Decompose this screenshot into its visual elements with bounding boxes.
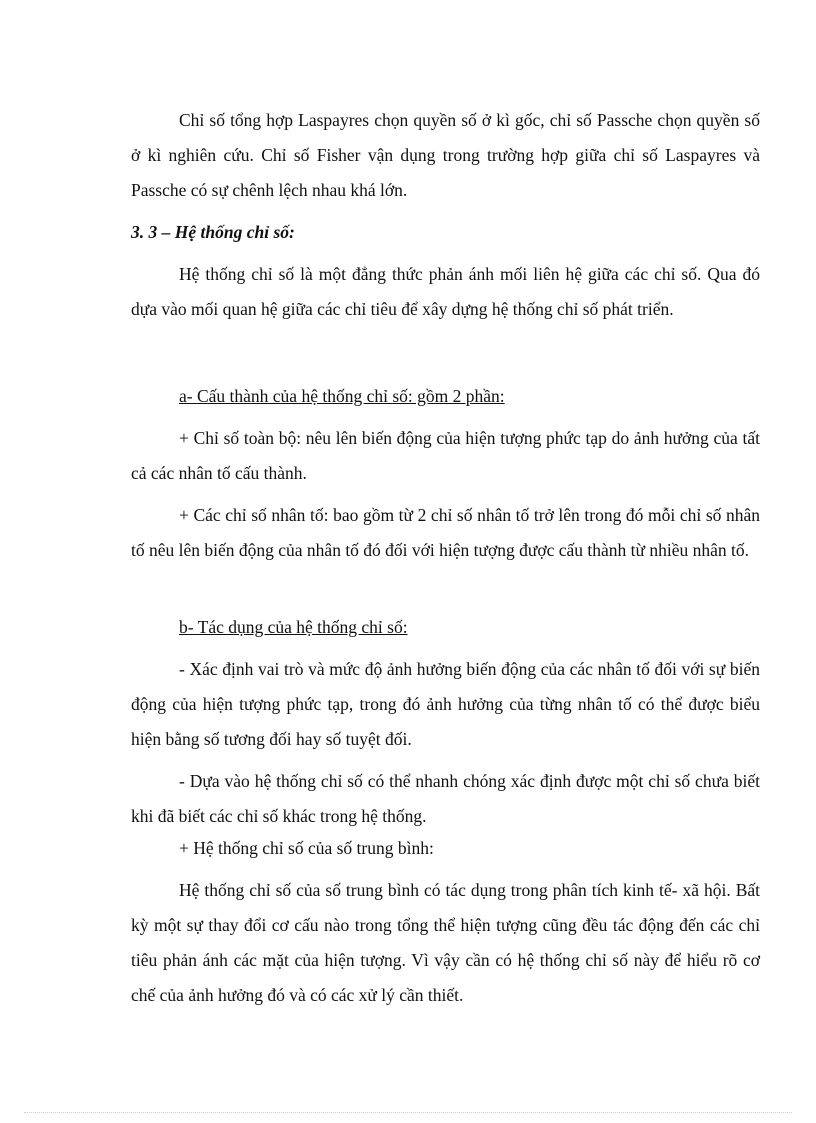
subheading-composition: a- Cấu thành của hệ thống chỉ số: gồm 2 phần: — [179, 386, 505, 406]
paragraph-average-index-system-title: + Hệ thống chỉ số của số trung bình: — [179, 838, 434, 858]
paragraph-role-determination: - Xác định vai trò và mức độ ảnh hưởng biến động của các nhân tố đối với sự biến động của hiện tượng phức tạp, trong đó ảnh hưởng của từng nhân tố có thể được biểu hiện bằng số tương đối hay số tuyệt đối. — [131, 659, 760, 749]
subheading-effects: b- Tác dụng của hệ thống chỉ số: — [179, 617, 408, 637]
page-bottom-rule — [24, 1112, 792, 1113]
paragraph-average-index-system: Hệ thống chỉ số của số trung bình có tác dụng trong phân tích kinh tế- xã hội. Bất kỳ một sự thay đổi cơ cấu nào trong tổng thể hiện tượng cũng đều tác động đến các chỉ tiêu phản ánh các mặt của hiện tượng. Vì vậy cần có hệ thống chỉ số này để hiểu rõ cơ chế của ảnh hưởng đó và có các xử lý cần thiết. — [131, 880, 760, 1005]
paragraph-unknown-index: - Dựa vào hệ thống chỉ số có thể nhanh chóng xác định được một chỉ số chưa biết khi đã biết các chỉ số khác trong hệ thống. — [131, 771, 760, 826]
paragraph-index-weights: Chỉ số tổng hợp Laspayres chọn quyền số ở kì gốc, chỉ số Passche chọn quyền số ở kì nghiên cứu. Chỉ số Fisher vận dụng trong trường hợp giữa chỉ số Laspayres và Passche có sự chênh lệch nhau khá lớn. — [131, 110, 760, 200]
paragraph-index-system-definition: Hệ thống chỉ số là một đẳng thức phản ánh mối liên hệ giữa các chỉ số. Qua đó dựa vào mối quan hệ giữa các chỉ tiêu để xây dựng hệ thống chỉ số phát triển. — [131, 264, 760, 319]
paragraph-overall-index: + Chỉ số toàn bộ: nêu lên biến động của hiện tượng phức tạp do ảnh hưởng của tất cả các nhân tố cấu thành. — [131, 428, 760, 483]
paragraph-factor-indices: + Các chỉ số nhân tố: bao gồm từ 2 chỉ số nhân tố trở lên trong đó mỗi chỉ số nhân tố nêu lên biến động của nhân tố đó đối với hiện tượng được cấu thành từ nhiều nhân tố. — [131, 505, 760, 560]
section-heading-3-3: 3. 3 – Hệ thống chỉ số: — [131, 222, 295, 242]
